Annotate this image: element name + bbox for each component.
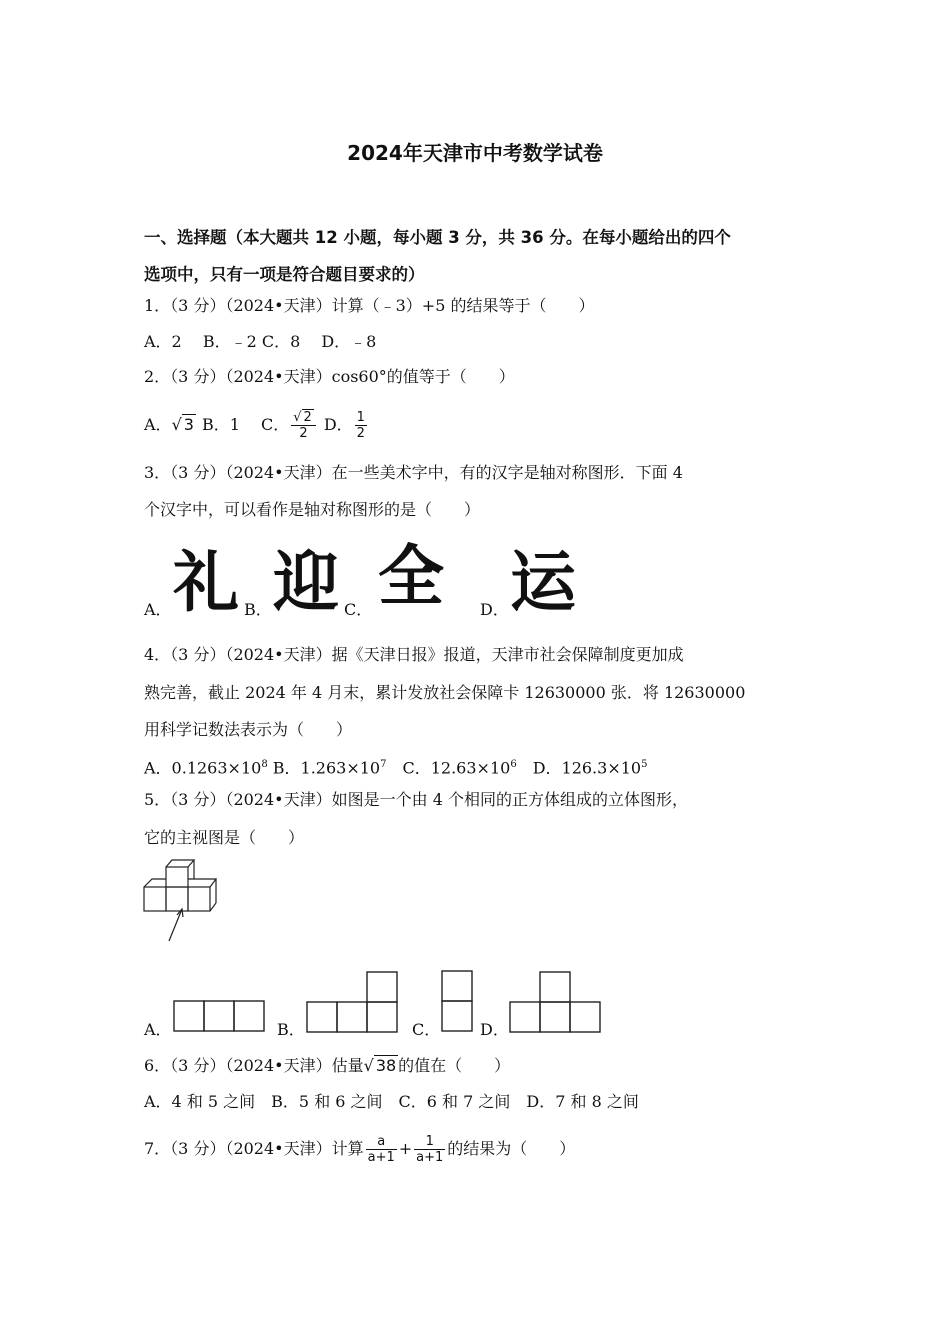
q7-f2-num: 1 bbox=[414, 1134, 445, 1150]
q6-options: A．4 和 5 之间 B．5 和 6 之间 C．6 和 7 之间 D．7 和 8 之间 bbox=[144, 1092, 639, 1111]
q3-char-c: 全 bbox=[378, 538, 444, 615]
q5-stem-line2: 它的主视图是（ ） bbox=[144, 828, 305, 847]
q2-options bbox=[144, 403, 369, 447]
q5-option-c-label: C． bbox=[412, 1020, 441, 1039]
q3-char-a: 礼 bbox=[173, 544, 239, 621]
q5-option-c-figure bbox=[441, 970, 473, 1032]
section-heading-line1: 一、选择题（本大题共 12 小题，每小题 3 分，共 36 分。在每小题给出的四个 bbox=[144, 228, 731, 247]
q5-option-b-figure bbox=[306, 971, 398, 1033]
q1-options: A．2 B．﹣2 C．8 D．﹣8 bbox=[144, 332, 377, 351]
q2-option-c-num: 2 bbox=[303, 409, 312, 425]
q2-option-a-sqrt: √ 3 bbox=[171, 415, 194, 434]
q3-option-d-label: D． bbox=[480, 600, 509, 619]
q3-option-b-label: B． bbox=[244, 600, 272, 619]
q4-option-a: A．0.1263×10 bbox=[144, 758, 262, 778]
q5-option-b-label: B． bbox=[277, 1020, 305, 1039]
page-title: 2024年天津市中考数学试卷 bbox=[347, 141, 603, 165]
q7-stem: 7．（3 分）（2024•天津）计算 $\frac{a}{a+1}$ + $\frac{1}{a+1}$ 的结果为（ ） bbox=[144, 1133, 576, 1165]
q4-stem-line2: 熟完善，截止 2024 年 4 月末，累计发放社会保障卡 12630000 张．将 12630000 bbox=[144, 683, 746, 702]
section-heading-line2: 选项中，只有一项是符合题目要求的） bbox=[144, 265, 425, 284]
q3-option-c-label: C． bbox=[344, 600, 373, 619]
q5-option-a-figure bbox=[173, 1000, 265, 1032]
q3-option-a-label: A． bbox=[144, 600, 172, 619]
q3-char-b: 迎 bbox=[273, 544, 339, 621]
q4-option-b: B．1.263×10 bbox=[267, 758, 381, 778]
q6-stem: 6．（3 分）（2024•天津）估量√ 38 的值在（ ） bbox=[144, 1056, 511, 1075]
q7-plus: + bbox=[398, 1139, 413, 1158]
q1-stem: 1．（3 分）（2024•天津）计算（﹣3）+5 的结果等于（ ） bbox=[144, 296, 595, 315]
q6-sqrt: √ 38 bbox=[363, 1056, 397, 1075]
q4-option-c: C．12.63×10 bbox=[386, 758, 511, 778]
q5-stem-line1: 5．（3 分）（2024•天津）如图是一个由 4 个相同的正方体组成的立体图形， bbox=[144, 790, 688, 809]
q3-stem-line2: 个汉字中，可以看作是轴对称图形的是（ ） bbox=[144, 500, 481, 519]
q2-stem: 2．（3 分）（2024•天津）cos60°的值等于（ ） bbox=[144, 367, 515, 386]
q2-option-d-label: D． bbox=[323, 415, 353, 434]
q2-option-d-fraction bbox=[355, 410, 367, 441]
q5-option-d-figure bbox=[509, 971, 601, 1033]
q7-f2-den: a+1 bbox=[416, 1149, 444, 1165]
q3-stem-line1: 3．（3 分）（2024•天津）在一些美术字中，有的汉字是轴对称图形．下面 4 bbox=[144, 463, 683, 482]
q7-fraction-2 bbox=[414, 1134, 445, 1165]
q7-fraction-1 bbox=[366, 1134, 397, 1165]
q5-cube-figure bbox=[140, 855, 222, 943]
q2-option-c-fraction: $\frac{√ 2}{2}$ bbox=[291, 410, 316, 441]
q4-stem-line1: 4．（3 分）（2024•天津）据《天津日报》报道，天津市社会保障制度更加成 bbox=[144, 645, 684, 664]
q2-option-b-c-label: B．1 C． bbox=[201, 415, 290, 434]
q4-stem-line3: 用科学记数法表示为（ ） bbox=[144, 720, 353, 739]
q5-option-a-label: A． bbox=[144, 1020, 172, 1039]
q6-radicand: 38 bbox=[375, 1056, 397, 1075]
q2-option-d-num: 1 bbox=[356, 409, 365, 425]
q2-option-c-den: 2 bbox=[299, 425, 308, 441]
q5-option-d-label: D． bbox=[480, 1020, 509, 1039]
q3-char-d: 运 bbox=[510, 544, 576, 621]
q2-option-a-radicand: 3 bbox=[183, 415, 194, 434]
q2-option-d-den: 2 bbox=[356, 425, 365, 441]
q7-f1-num: a bbox=[366, 1134, 397, 1150]
q7-f1-den: a+1 bbox=[367, 1149, 395, 1165]
q2-option-a-label: A． bbox=[144, 415, 172, 434]
q4-options: A．$0.1263\times 10^8$ B．$1.263\times 10^7$ C．$12.63\times 10^6$ D．$126.3\times 10^5$ bbox=[144, 758, 648, 778]
q4-option-d: D．126.3×10 bbox=[516, 758, 642, 778]
